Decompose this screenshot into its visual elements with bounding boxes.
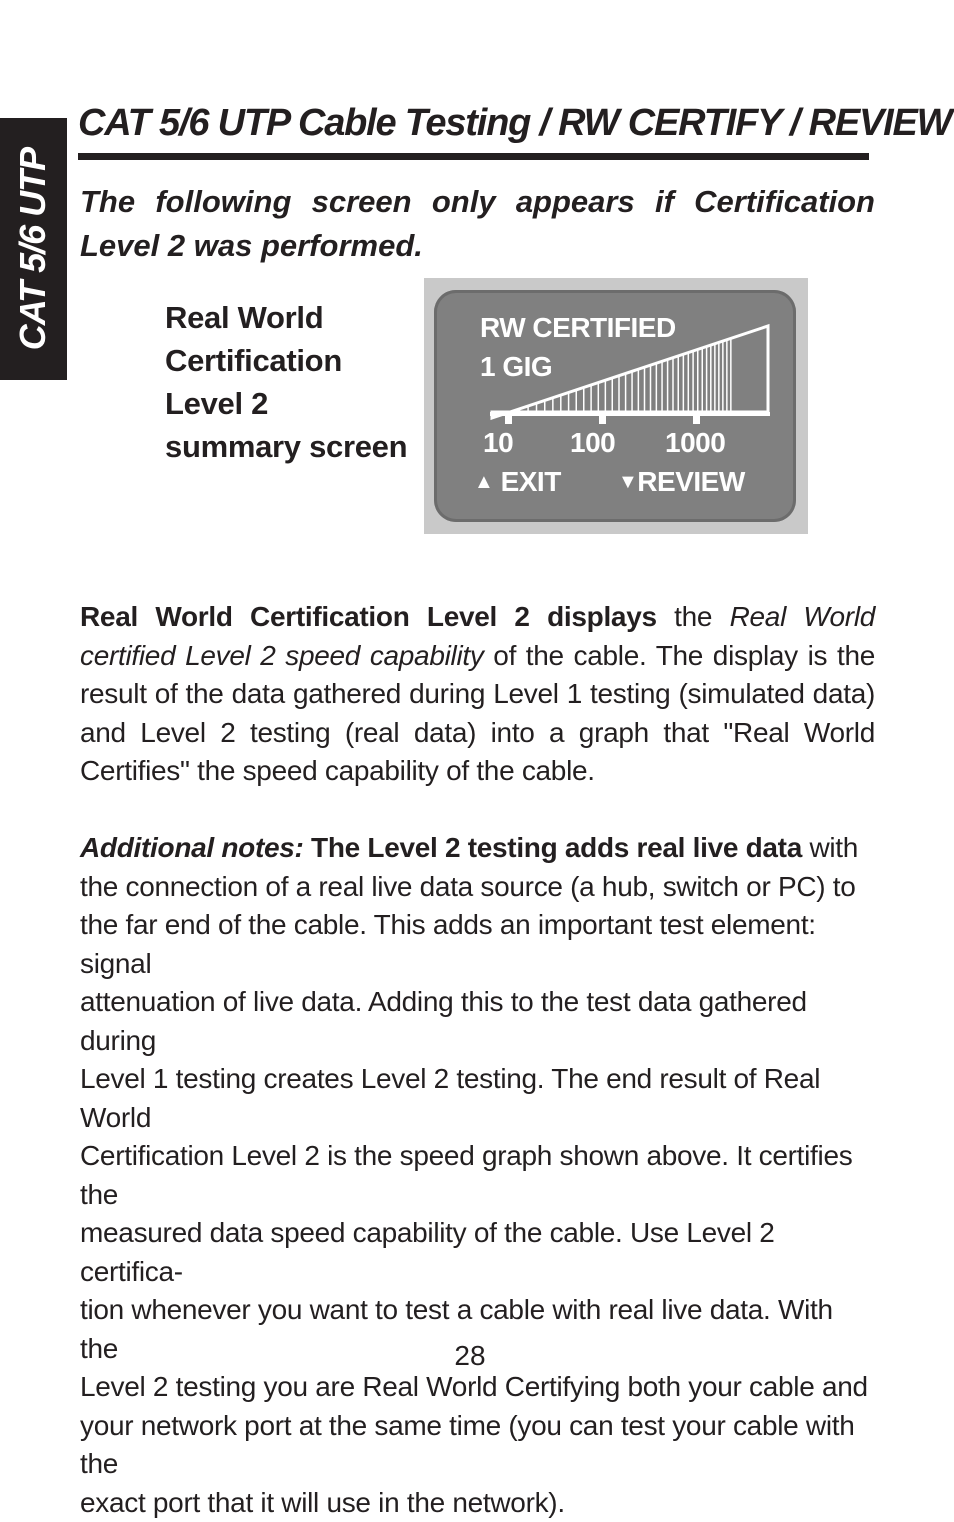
caption-line: summary screen xyxy=(165,429,408,464)
section-tab-label: CAT 5/6 UTP xyxy=(12,147,53,351)
page-title: CAT 5/6 UTP Cable Testing / RW CERTIFY / REVIEW xyxy=(78,102,952,144)
lcd-screen xyxy=(434,290,796,522)
up-arrow-icon: ▲ xyxy=(474,471,494,493)
tick-mark-1000 xyxy=(693,414,700,424)
notes-line: the far end of the cable. This adds an important test element: signal xyxy=(80,909,816,979)
notes-bold: The Level 2 testing adds real live data xyxy=(303,832,802,863)
title-rule xyxy=(78,153,869,160)
notes-line: Level 1 testing creates Level 2 testing. The end result of Real World xyxy=(80,1063,821,1133)
paragraph-additional-notes xyxy=(80,829,875,1522)
notes-line: tion whenever you want to test a cable with real live data. With the xyxy=(80,1294,833,1364)
section-tab xyxy=(0,118,67,380)
device-screen-photo xyxy=(424,278,808,534)
rw-certified-label: RW CERTIFIED xyxy=(480,312,676,343)
notes-line: Certification Level 2 is the speed graph shown above. It certifies the xyxy=(80,1140,853,1210)
notes-line: measured data speed capability of the cable. Use Level 2 certifica- xyxy=(80,1217,775,1287)
notes-lead: Additional notes: xyxy=(80,832,304,863)
paragraph-lead: Real World Certification Level 2 displays xyxy=(80,601,657,632)
notes-line: your network port at the same time (you can test your cable with the xyxy=(80,1409,855,1479)
tick-label: 100 xyxy=(570,427,616,458)
review-softkey[interactable] xyxy=(618,466,745,498)
notes-line: with xyxy=(801,832,859,863)
paragraph-summary xyxy=(80,598,875,791)
tick-mark-10 xyxy=(505,414,512,424)
tick-label: 1000 xyxy=(665,427,726,458)
tick-label: 10 xyxy=(483,427,514,458)
caption-line: Real World xyxy=(165,300,324,335)
exit-softkey[interactable] xyxy=(474,466,561,498)
intro-note: The following screen only appears if Certification Level 2 was performed. xyxy=(80,184,875,263)
paragraph-text: the xyxy=(656,601,730,632)
speed-label: 1 GIG xyxy=(480,351,553,382)
notes-line: exact port that it will use in the network). xyxy=(80,1486,565,1518)
paragraph-text: of the cable. The display is the result of the data gathered during Level 1 testing (simulated data) and Level 2 testing (real data) into a graph that "Real World Certifies" the speed capability of the cable. xyxy=(80,639,875,786)
notes-line: attenuation of live data. Adding this to the test data gathered during xyxy=(80,986,807,1056)
review-label: REVIEW xyxy=(637,466,745,497)
tick-mark-100 xyxy=(599,414,606,424)
notes-line: Level 2 testing you are Real World Certifying both your cable and xyxy=(80,1371,868,1402)
caption-line: Level 2 xyxy=(165,386,269,421)
notes-line: the connection of a real live data source (a hub, switch or PC) to xyxy=(80,870,856,902)
down-arrow-icon: ▼ xyxy=(618,471,638,493)
exit-label: EXIT xyxy=(500,466,561,497)
paragraph-emphasis: Real World certified Level 2 speed capability xyxy=(80,601,876,671)
page-number: 28 xyxy=(454,1340,486,1371)
screen-caption xyxy=(165,296,415,468)
caption-line: Certification xyxy=(165,343,342,378)
